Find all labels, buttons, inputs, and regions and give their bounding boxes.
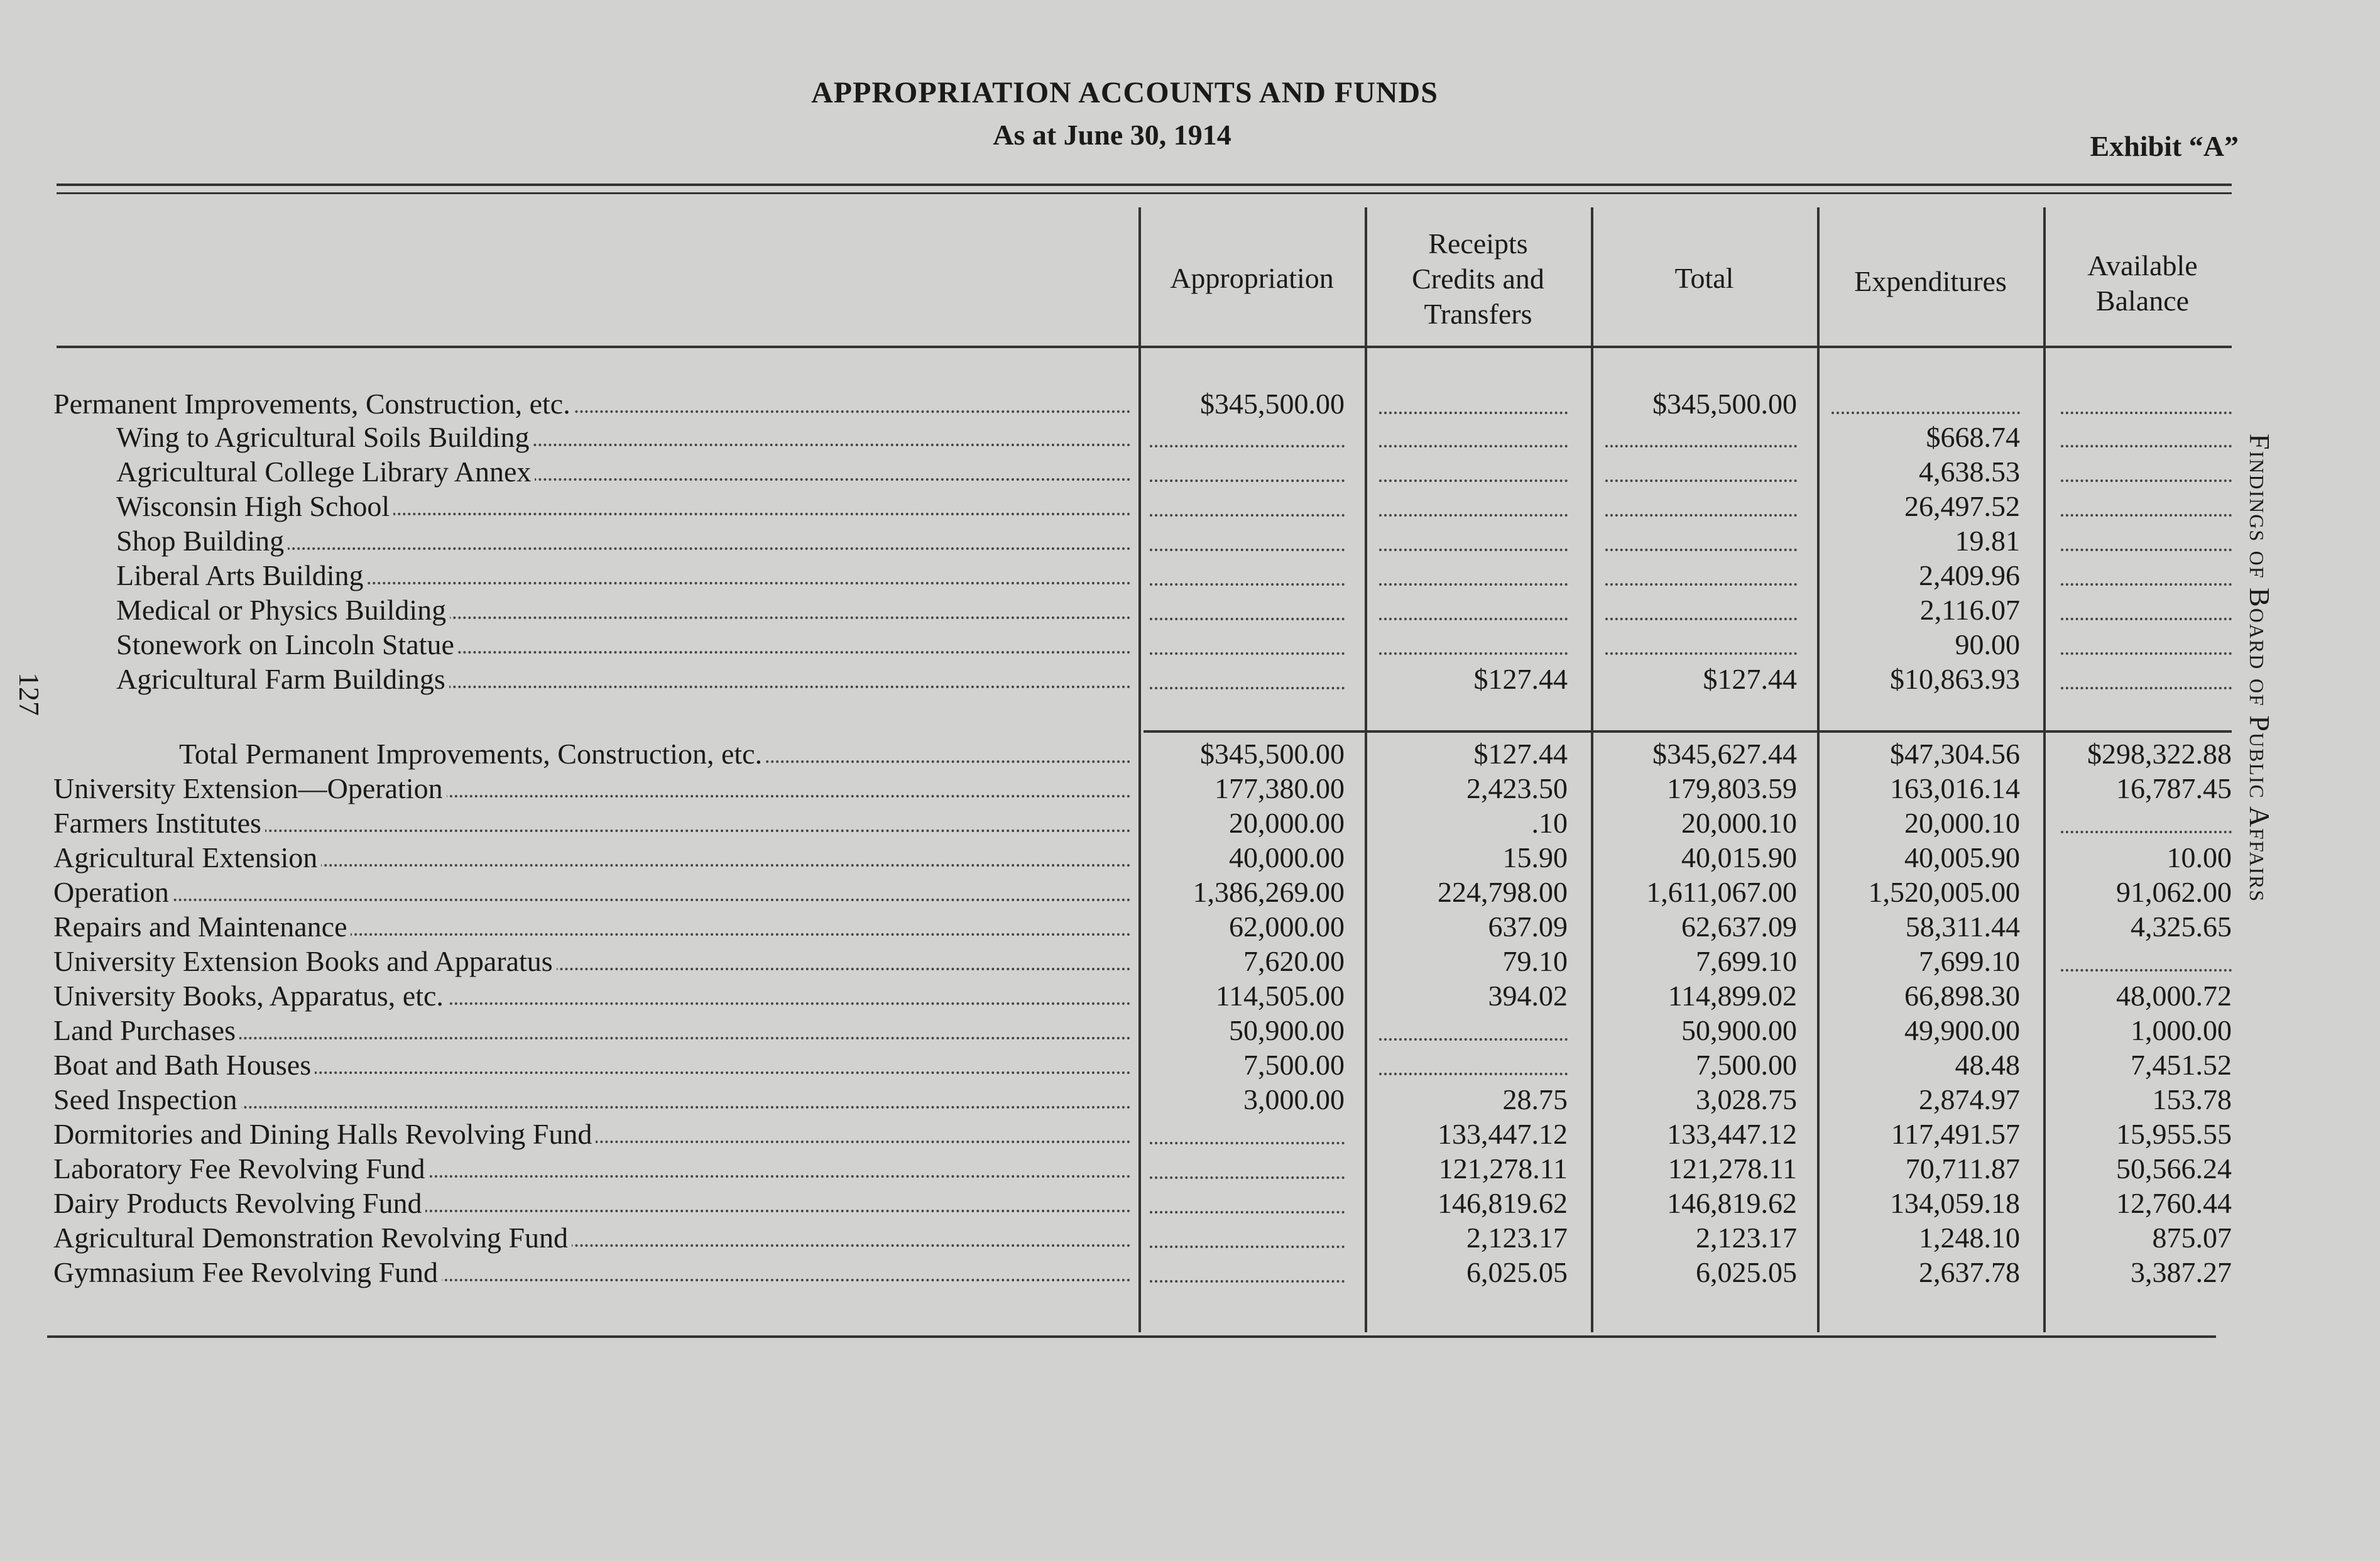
cell-expenditures: $668.74 xyxy=(1926,421,2020,453)
empty-cell-dots xyxy=(2061,445,2232,447)
empty-cell-dots xyxy=(1150,479,1345,482)
cell-total: 6,025.05 xyxy=(1696,1256,1797,1288)
cell-expenditures: 58,311.44 xyxy=(1905,911,2020,943)
table-row xyxy=(0,978,2380,1014)
page-subtitle: As at June 30, 1914 xyxy=(993,119,1231,151)
cell-total: 40,015.90 xyxy=(1681,841,1797,874)
empty-cell-dots xyxy=(1379,1073,1568,1075)
row-label xyxy=(116,662,1131,697)
row-label-text: Repairs and Maintenance xyxy=(53,911,351,943)
row-label xyxy=(116,627,1131,662)
cell-total: $345,627.44 xyxy=(1652,738,1797,770)
cell-appropriation: 62,000.00 xyxy=(1229,911,1345,943)
cell-expenditures: 19.81 xyxy=(1955,525,2020,557)
row-label xyxy=(53,806,1131,841)
row-label xyxy=(116,523,1131,559)
row-label-text: Dairy Products Revolving Fund xyxy=(53,1187,425,1219)
table-row xyxy=(0,1117,2380,1152)
cell-expenditures: 26,497.52 xyxy=(1904,490,2020,522)
table-row xyxy=(0,840,2380,875)
empty-cell-dots xyxy=(1150,1211,1345,1213)
header-rule xyxy=(57,346,2232,348)
bottom-rule xyxy=(47,1335,2216,1338)
table-row xyxy=(0,1151,2380,1186)
col-header-expenditures-text: Expenditures xyxy=(1854,265,2007,297)
row-label xyxy=(116,454,1131,490)
cell-expenditures: 70,711.87 xyxy=(1905,1153,2020,1185)
cell-expenditures: $10,863.93 xyxy=(1890,663,2020,695)
cell-expenditures: 134,059.18 xyxy=(1890,1187,2020,1219)
empty-cell-dots xyxy=(1379,514,1568,517)
row-label xyxy=(53,386,1131,422)
row-label xyxy=(53,1013,1131,1048)
table-row xyxy=(0,1013,2380,1048)
cell-receipts: 2,123.17 xyxy=(1466,1222,1568,1254)
empty-cell-dots xyxy=(1605,514,1797,517)
cell-expenditures: 49,900.00 xyxy=(1904,1014,2020,1046)
empty-cell-dots xyxy=(2061,652,2232,655)
cell-expenditures: 7,699.10 xyxy=(1919,945,2020,977)
empty-cell-dots xyxy=(2061,549,2232,551)
cell-available: 1,000.00 xyxy=(2131,1014,2232,1046)
cell-appropriation: 20,000.00 xyxy=(1229,807,1345,839)
cell-expenditures: 1,520,005.00 xyxy=(1868,876,2020,908)
empty-cell-dots xyxy=(2061,583,2232,586)
cell-expenditures: 20,000.10 xyxy=(1904,807,2020,839)
empty-cell-dots xyxy=(1150,687,1345,689)
cell-total: 2,123.17 xyxy=(1696,1222,1797,1254)
cell-total: 121,278.11 xyxy=(1668,1153,1797,1185)
empty-cell-dots xyxy=(1379,618,1568,620)
col-header-available-line2: Balance xyxy=(2095,285,2190,317)
cell-appropriation: 177,380.00 xyxy=(1215,772,1345,804)
top-rule-1 xyxy=(57,183,2232,186)
table-row xyxy=(0,1220,2380,1256)
cell-expenditures: 4,638.53 xyxy=(1919,456,2020,488)
cell-receipts: 79.10 xyxy=(1502,945,1568,977)
cell-total: 20,000.10 xyxy=(1681,807,1797,839)
cell-expenditures: 2,637.78 xyxy=(1919,1256,2020,1288)
cell-expenditures: 2,409.96 xyxy=(1919,559,2020,591)
cell-receipts: .10 xyxy=(1531,807,1568,839)
cell-expenditures: $47,304.56 xyxy=(1890,738,2020,770)
empty-cell-dots xyxy=(1605,618,1797,620)
empty-cell-dots xyxy=(1605,652,1797,655)
row-label xyxy=(53,1082,1131,1117)
cell-receipts: 2,423.50 xyxy=(1466,772,1568,804)
row-label-text: Permanent Improvements, Construction, etc. xyxy=(53,388,574,420)
cell-available: 15,955.55 xyxy=(2116,1118,2232,1150)
row-label xyxy=(53,944,1131,979)
side-running-head: Findings of Board of Public Affairs xyxy=(2244,434,2276,903)
empty-cell-dots xyxy=(1605,583,1797,586)
row-label xyxy=(179,737,1131,772)
cell-available: 16,787.45 xyxy=(2116,772,2232,804)
cell-appropriation: 114,505.00 xyxy=(1215,980,1345,1012)
cell-expenditures: 2,116.07 xyxy=(1919,594,2020,626)
row-label-text: Laboratory Fee Revolving Fund xyxy=(53,1153,429,1185)
row-label xyxy=(53,1048,1131,1083)
empty-cell-dots xyxy=(1379,549,1568,551)
empty-cell-dots xyxy=(2061,618,2232,620)
cell-total: 7,699.10 xyxy=(1696,945,1797,977)
col-header-available-line1: Available xyxy=(2087,249,2198,282)
empty-cell-dots xyxy=(1605,479,1797,482)
table-row xyxy=(0,875,2380,910)
cell-receipts: 394.02 xyxy=(1488,980,1568,1012)
cell-total: 62,637.09 xyxy=(1681,911,1797,943)
row-label-text: Wisconsin High School xyxy=(116,490,393,522)
empty-cell-dots xyxy=(1150,618,1345,620)
col-header-appropriation-text: Appropriation xyxy=(1170,262,1334,294)
cell-available: 153.78 xyxy=(2152,1083,2232,1115)
cell-expenditures: 40,005.90 xyxy=(1904,841,2020,874)
row-label xyxy=(116,489,1131,524)
cell-available: 875.07 xyxy=(2152,1222,2232,1254)
cell-appropriation: $345,500.00 xyxy=(1200,738,1345,770)
cell-expenditures: 117,491.57 xyxy=(1891,1118,2020,1150)
row-label xyxy=(116,593,1131,628)
table-row xyxy=(0,1186,2380,1221)
cell-receipts: 6,025.05 xyxy=(1466,1256,1568,1288)
row-label xyxy=(53,1186,1131,1221)
exhibit-label: Exhibit “A” xyxy=(2090,130,2239,162)
empty-cell-dots xyxy=(2061,687,2232,689)
row-label xyxy=(116,420,1131,455)
cell-receipts: 15.90 xyxy=(1502,841,1568,874)
row-label xyxy=(53,1117,1131,1152)
empty-cell-dots xyxy=(1379,479,1568,482)
table-row xyxy=(0,909,2380,945)
empty-cell-dots xyxy=(1379,583,1568,586)
cell-appropriation: 40,000.00 xyxy=(1229,841,1345,874)
row-label xyxy=(53,1151,1131,1186)
page-number: 127 xyxy=(13,672,45,716)
table-row xyxy=(0,454,2380,490)
cell-total: 7,500.00 xyxy=(1696,1049,1797,1081)
cell-total: 3,028.75 xyxy=(1696,1083,1797,1115)
cell-total: 146,819.62 xyxy=(1667,1187,1797,1219)
cell-expenditures: 90.00 xyxy=(1955,628,2020,660)
empty-cell-dots xyxy=(2061,412,2232,414)
empty-cell-dots xyxy=(1379,445,1568,447)
col-header-expenditures xyxy=(1822,264,2039,299)
empty-cell-dots xyxy=(1150,1246,1345,1248)
row-label-text: Agricultural College Library Annex xyxy=(116,456,535,488)
cell-appropriation: 3,000.00 xyxy=(1243,1083,1345,1115)
cell-appropriation: 50,900.00 xyxy=(1229,1014,1345,1046)
empty-cell-dots xyxy=(2061,479,2232,482)
cell-receipts: $127.44 xyxy=(1473,663,1568,695)
row-label-text: Agricultural Demonstration Revolving Fund xyxy=(53,1222,572,1254)
row-label xyxy=(116,558,1131,593)
cell-available: 12,760.44 xyxy=(2116,1187,2232,1219)
cell-available: 4,325.65 xyxy=(2131,911,2232,943)
table-row xyxy=(0,1082,2380,1117)
col-header-available xyxy=(2048,248,2237,319)
row-label-text: Seed Inspection xyxy=(53,1083,241,1115)
table-row xyxy=(0,944,2380,979)
top-rule-2 xyxy=(57,192,2232,194)
cell-total: $127.44 xyxy=(1703,663,1797,695)
row-label xyxy=(53,771,1131,806)
empty-cell-dots xyxy=(1150,1176,1345,1179)
cell-available: 3,387.27 xyxy=(2131,1256,2232,1288)
cell-available: 48,000.72 xyxy=(2116,980,2232,1012)
cell-appropriation: 7,500.00 xyxy=(1243,1049,1345,1081)
cell-total: $345,500.00 xyxy=(1652,388,1797,420)
cell-receipts: 637.09 xyxy=(1488,911,1568,943)
empty-cell-dots xyxy=(1379,652,1568,655)
empty-cell-dots xyxy=(2061,969,2232,972)
col-header-receipts-line1: Receipts xyxy=(1428,227,1528,260)
cell-expenditures: 48.48 xyxy=(1955,1049,2020,1081)
col-header-total-text: Total xyxy=(1674,262,1734,294)
table-row xyxy=(0,1048,2380,1083)
table-row xyxy=(0,771,2380,806)
empty-cell-dots xyxy=(2061,514,2232,517)
cell-appropriation: $345,500.00 xyxy=(1200,388,1345,420)
cell-available: 91,062.00 xyxy=(2116,876,2232,908)
row-label-text: Farmers Institutes xyxy=(53,807,265,839)
col-header-appropriation xyxy=(1144,261,1360,296)
row-label-text: Wing to Agricultural Soils Building xyxy=(116,421,533,453)
empty-cell-dots xyxy=(1150,652,1345,655)
cell-expenditures: 1,248.10 xyxy=(1919,1222,2020,1254)
cell-receipts: 28.75 xyxy=(1502,1083,1568,1115)
cell-receipts: 133,447.12 xyxy=(1438,1118,1568,1150)
subtotal-rule xyxy=(1144,730,2232,733)
row-label xyxy=(53,978,1131,1014)
row-label-text: Boat and Bath Houses xyxy=(53,1049,315,1081)
empty-cell-dots xyxy=(1150,1142,1345,1144)
row-label xyxy=(53,875,1131,910)
cell-available: 50,566.24 xyxy=(2116,1153,2232,1185)
row-label-text: University Books, Apparatus, etc. xyxy=(53,980,447,1012)
row-label-text: Land Purchases xyxy=(53,1014,239,1046)
cell-total: 1,611,067.00 xyxy=(1646,876,1797,908)
dot-leader xyxy=(53,899,1131,901)
cell-appropriation: 7,620.00 xyxy=(1243,945,1345,977)
row-label-text: Agricultural Farm Buildings xyxy=(116,663,449,695)
empty-cell-dots xyxy=(1150,445,1345,447)
cell-available: 7,451.52 xyxy=(2131,1049,2232,1081)
row-label-text: Gymnasium Fee Revolving Fund xyxy=(53,1256,442,1288)
table-row xyxy=(0,806,2380,841)
cell-receipts: 146,819.62 xyxy=(1438,1187,1568,1219)
row-label-text: Total Permanent Improvements, Construction, etc. xyxy=(179,738,766,770)
row-label-text: Liberal Arts Building xyxy=(116,559,368,591)
empty-cell-dots xyxy=(1379,412,1568,414)
empty-cell-dots xyxy=(2061,831,2232,833)
col-header-total xyxy=(1596,261,1813,296)
row-label-text: University Extension Books and Apparatus xyxy=(53,945,557,977)
cell-receipts: 224,798.00 xyxy=(1438,876,1568,908)
row-label-text: Operation xyxy=(53,876,173,908)
empty-cell-dots xyxy=(1150,1280,1345,1283)
cell-total: 133,447.12 xyxy=(1667,1118,1797,1150)
table-row xyxy=(0,523,2380,559)
cell-total: 179,803.59 xyxy=(1667,772,1797,804)
col-header-receipts-line2: Credits and xyxy=(1412,263,1544,295)
row-label-text: Stonework on Lincoln Statue xyxy=(116,628,458,660)
cell-available: $298,322.88 xyxy=(2087,738,2232,770)
cell-total: 114,899.02 xyxy=(1668,980,1797,1012)
empty-cell-dots xyxy=(1150,514,1345,517)
col-header-receipts-line3: Transfers xyxy=(1424,298,1532,330)
table-row xyxy=(0,558,2380,593)
cell-available: 10.00 xyxy=(2166,841,2232,874)
row-label-text: Agricultural Extension xyxy=(53,841,321,874)
cell-receipts: 121,278.11 xyxy=(1438,1153,1568,1185)
empty-cell-dots xyxy=(1379,1038,1568,1041)
row-label xyxy=(53,1220,1131,1256)
col-header-receipts xyxy=(1370,226,1586,332)
table-row xyxy=(0,627,2380,662)
table-row xyxy=(0,386,2380,422)
cell-appropriation: 1,386,269.00 xyxy=(1193,876,1345,908)
cell-expenditures: 2,874.97 xyxy=(1919,1083,2020,1115)
table-row xyxy=(0,593,2380,628)
row-label-text: Shop Building xyxy=(116,525,288,557)
row-label xyxy=(53,840,1131,875)
row-label xyxy=(53,1255,1131,1290)
empty-cell-dots xyxy=(1605,549,1797,551)
cell-expenditures: 163,016.14 xyxy=(1890,772,2020,804)
cell-total: 50,900.00 xyxy=(1681,1014,1797,1046)
empty-cell-dots xyxy=(1150,549,1345,551)
row-label-text: Dormitories and Dining Halls Revolving Fund xyxy=(53,1118,596,1150)
page-title: APPROPRIATION ACCOUNTS AND FUNDS xyxy=(811,76,1438,109)
empty-cell-dots xyxy=(1150,583,1345,586)
table-row xyxy=(0,489,2380,524)
empty-cell-dots xyxy=(1831,412,2020,414)
row-label-text: Medical or Physics Building xyxy=(116,594,450,626)
table-row xyxy=(0,1255,2380,1290)
row-label xyxy=(53,909,1131,945)
cell-receipts: $127.44 xyxy=(1473,738,1568,770)
empty-cell-dots xyxy=(1605,445,1797,447)
table-row xyxy=(0,420,2380,455)
cell-expenditures: 66,898.30 xyxy=(1904,980,2020,1012)
table-row xyxy=(0,662,2380,697)
table-row xyxy=(0,737,2380,772)
row-label-text: University Extension—Operation xyxy=(53,772,447,804)
